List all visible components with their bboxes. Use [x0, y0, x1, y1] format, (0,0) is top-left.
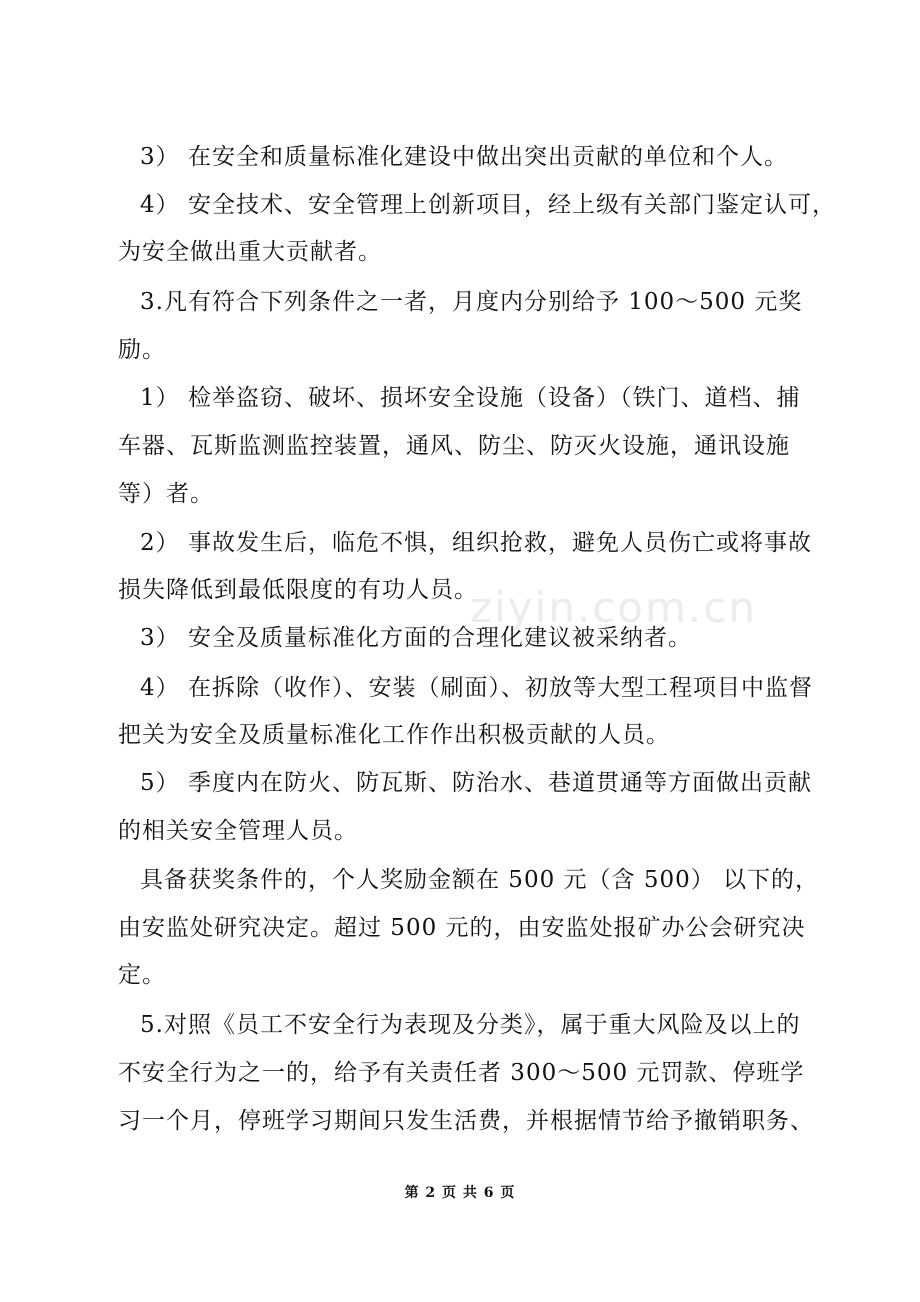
text-line: 3） 安全及质量标准化方面的合理化建议被采纳者。: [140, 625, 692, 651]
text-line: 为安全做出重大贡献者。: [118, 239, 382, 265]
text-line: 由安监处研究决定。超过 500 元的，由安监处报矿办公会研究决: [118, 915, 806, 941]
text-line: 4） 安全技术、安全管理上创新项目，经上级有关部门鉴定认可，: [140, 192, 836, 218]
text-line: 励。: [118, 337, 166, 363]
page-number-footer: 第 2 页 共 6 页: [404, 1185, 516, 1201]
text-line: 习一个月，停班学习期间只发生活费，并根据情节给予撤销职务、: [118, 1108, 814, 1134]
text-line: 的相关安全管理人员。: [118, 818, 358, 844]
text-line: 4） 在拆除（收作）、安装（刷面）、初放等大型工程项目中监督: [140, 675, 813, 701]
watermark: ziyin.com.cn: [470, 583, 757, 632]
text-line: 损失降低到最低限度的有功人员。: [118, 577, 478, 603]
text-line: 1） 检举盗窃、破坏、损坏安全设施（设备）（铁门、道档、捕: [140, 385, 801, 411]
text-line: 2） 事故发生后，临危不惧，组织抢救，避免人员伤亡或将事故: [140, 530, 812, 556]
text-line: 定。: [118, 962, 166, 988]
text-line: 等）者。: [118, 481, 214, 507]
text-line: 5.对照《员工不安全行为表现及分类》，属于重大风险及以上的: [140, 1012, 801, 1038]
text-line: 5） 季度内在防火、防瓦斯、防治水、巷道贯通等方面做出贡献: [140, 770, 812, 796]
text-line: 具备获奖条件的，个人奖励金额在 500 元（含 500） 以下的，: [140, 867, 820, 893]
text-line: 把关为安全及质量标准化工作作出积极贡献的人员。: [118, 722, 670, 748]
text-line: 不安全行为之一的，给予有关责任者 300～500 元罚款、停班学: [118, 1060, 805, 1086]
text-line: 3.凡有符合下列条件之一者，月度内分别给予 100～500 元奖: [140, 289, 803, 315]
text-line: 3） 在安全和质量标准化建设中做出突出贡献的单位和个人。: [140, 144, 788, 170]
text-line: 车器、瓦斯监测监控装置，通风、防尘、防灭火设施，通讯设施: [118, 433, 790, 459]
